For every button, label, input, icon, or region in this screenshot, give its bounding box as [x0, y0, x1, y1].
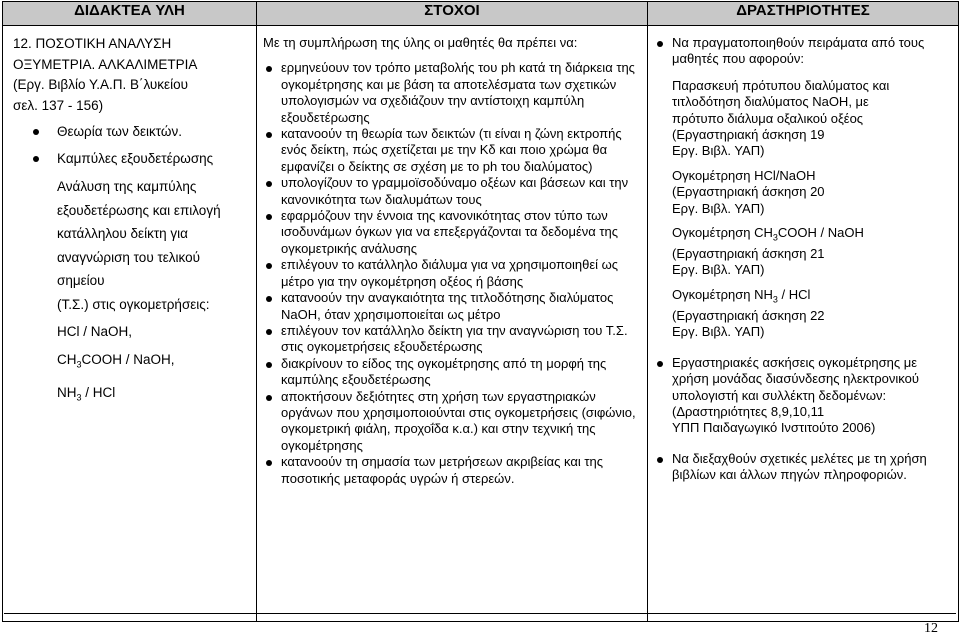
list-item: κατανοούν τη σημασία των μετρήσεων ακριβείας και της ποσοτικής μεταφοράς υγρών ή στερεών. [263, 454, 641, 487]
list-item: διακρίνουν το είδος της ογκομέτρησης από τη μορφή της καμπύλης εξουδετέρωσης [263, 356, 641, 389]
bullet-icon [266, 395, 272, 401]
text-line: εξουδετέρωσης και επιλογή [57, 202, 221, 218]
book-reference [13, 75, 250, 116]
bullet-icon [266, 460, 272, 466]
titration-ch3cooh-naoh: $CH_3COOH$ / NaOH, [57, 351, 175, 370]
activities-list [654, 35, 952, 68]
list-item: εφαρμόζουν την έννοια της κανονικότητας στον τύπο των ισοδυνάμων όγκων για να επεξεργάζονται τα δεδομένα της ογκομετρικής ανάλυσης [263, 208, 641, 257]
list-item: ερμηνεύουν τον τρόπο μεταβολής του ph κατά τη διάρκεια της ογκομέτρησης και με βάση τα αποτελέσματα των σχετικών υπολογισμών να σχεδιάζουν την αντίστοιχη καμπύλη εξουδετέρωσης [263, 60, 641, 126]
text-line: αναγνώριση του τελικού σημείου [57, 249, 201, 288]
title-line: ΟΞΥΜΕΤΡΙΑ. ΑΛΚΑΛΙΜΕΤΡΙΑ [13, 56, 198, 72]
reference-line: σελ. 137 - 156) [13, 97, 104, 113]
list-item-text: Καμπύλες εξουδετέρωσης [57, 150, 214, 166]
titration-hcl-naoh: HCl / NaOH, [57, 324, 133, 339]
activities-list-2 [654, 355, 952, 484]
list-item: κατανοούν τη θεωρία των δεικτών (τι είναι η ζώνη εκτροπής ενός δείκτη, πώς σχετίζεται με την Kδ και ποιο χρώμα θα εμφανίζει ο δείκτης σε σχέση με το ph του διαλύματος) [263, 126, 641, 175]
objectives-list [263, 60, 641, 487]
bullet-icon [266, 181, 272, 187]
list-item [13, 149, 250, 170]
bullet-icon [657, 361, 663, 367]
bullet-icon [266, 263, 272, 269]
text-line: κατάλληλου δείκτη για [57, 226, 188, 241]
list-item: αποκτήσουν δεξιότητες στη χρήση των εργαστηριακών οργάνων που χρησιμοποιούνται στις ογκομετρήσεις (σιφώνιο, ογκομετρική φιάλη, προχοΐδα κ.α.) και στην τεχνική της ογκομέτρησης [263, 389, 641, 455]
list-item: επιλέγουν τον κατάλληλο δείκτη για την αναγνώριση του Τ.Σ. στις ογκομετρήσεις εξουδετέρωσης [263, 323, 641, 356]
syllabus-cell [3, 26, 257, 622]
curriculum-table [2, 1, 959, 622]
header-row [3, 2, 959, 26]
footer-divider [4, 613, 956, 614]
list-item: κατανοούν την αναγκαιότητα της τιτλοδότησης διαλύματος NaOH, όταν χρησιμοποιείται ως μέτρο [263, 290, 641, 323]
list-item-text: Θεωρία των δεικτών. [57, 124, 182, 139]
bullet-icon [266, 214, 272, 220]
curve-analysis [13, 175, 250, 410]
bullet-icon [266, 296, 272, 302]
bullet-icon [266, 362, 272, 368]
text-line: Ανάλυση της καμπύλης [57, 179, 197, 194]
experiment-3: Ογκομέτρηση $CH_3COOH$ / NaOH (Εργαστηριακή άσκηση 21 Εργ. Βιβλ. ΥΑΠ) [672, 225, 864, 278]
activity-reference: (Δραστηριότητες 8,9,10,11 [672, 403, 825, 419]
content-row [3, 26, 959, 622]
reference-line: (Εργ. Βιβλίο Υ.Α.Π. Β΄λυκείου [13, 77, 188, 92]
bullet-icon [657, 41, 663, 47]
bullet-icon [266, 66, 272, 72]
title-line: 12. ΠΟΣΟΤΙΚΗ ΑΝΑΛΥΣΗ [13, 36, 172, 51]
objectives-lead: Με τη συμπλήρωση της ύλης οι μαθητές θα πρέπει να: [263, 35, 578, 50]
bullet-icon [266, 329, 272, 335]
list-item: Να διεξαχθούν σχετικές μελέτες με τη χρήση βιβλίων και άλλων πηγών πληροφοριών. [654, 451, 952, 484]
header-stoxoi: ΣΤΟΧΟΙ [257, 2, 648, 26]
experiment-4: Ογκομέτρηση $NH_3$ / HCl (Εργαστηριακή άσκηση 22 Εργ. Βιβλ. ΥΑΠ) [672, 286, 825, 340]
page-number: 12 [924, 621, 938, 636]
objectives-cell [257, 26, 648, 622]
syllabus-title [13, 34, 250, 75]
header-drastiriotites: ΔΡΑΣΤΗΡΙΟΤΗΤΕΣ [648, 2, 959, 26]
experiment-2: Ογκομέτρηση HCl/NaOH (Εργαστηριακή άσκηση 20 Εργ. Βιβλ. ΥΑΠ) [672, 167, 825, 216]
text-line: (Τ.Σ.) στις ογκομετρήσεις: [57, 296, 210, 312]
experiment-list [654, 68, 952, 341]
list-item: Εργαστηριακές ασκήσεις ογκομέτρησης με χρήση μονάδας διασύνδεσης ηλεκτρονικού υπολογιστή και συλλέκτη δεδομένων: (Δραστηριότητες 8,9,10,11 ΥΠΠ Παιδαγωγικό Ινστιτούτο 2006) [654, 355, 952, 437]
bullet-icon [657, 457, 663, 463]
list-item: υπολογίζουν το γραμμοϊσοδύναμο οξέων και βάσεων και την κανονικότητα των διαλυμάτων τους [263, 175, 641, 208]
bullet-icon [266, 132, 272, 138]
titration-nh3-hcl: $NH_3$ / HCl [57, 384, 116, 403]
header-didaktea-yli: ΔΙΔΑΚΤΕΑ ΥΛΗ [3, 2, 257, 26]
list-item: επιλέγουν το κατάλληλο διάλυμα για να χρησιμοποιηθεί ως μέτρο για την ογκομέτρηση οξέος ή βάσης [263, 257, 641, 290]
list-item: Να πραγματοποιηθούν πειράματα από τους μαθητές που αφορούν: [654, 35, 952, 68]
list-item [13, 122, 250, 143]
activity-reference: ΥΠΠ Παιδαγωγικό Ινστιτούτο 2006) [672, 420, 876, 436]
activities-cell [648, 26, 959, 622]
experiment-1: Παρασκευή πρότυπου διαλύματος και τιτλοδότηση διαλύματος NaOH, με πρότυπο διάλυμα οξαλικού οξέος (Εργαστηριακή άσκηση 19 Εργ. Βιβλ. ΥΑΠ) [672, 77, 890, 159]
syllabus-bullets [13, 122, 250, 169]
